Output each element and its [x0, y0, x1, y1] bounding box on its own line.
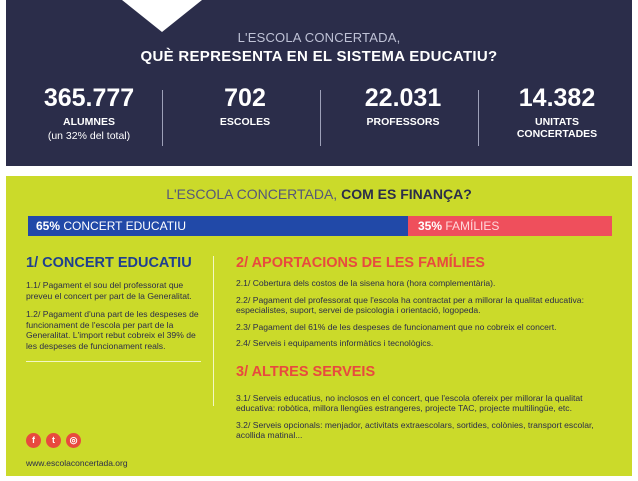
column-divider	[213, 256, 214, 406]
families-heading: 2/ APORTACIONS DE LES FAMÍLIES	[236, 255, 485, 271]
instagram-icon[interactable]: ◎	[66, 433, 81, 448]
banner-title: QUÈ REPRESENTA EN EL SISTEMA EDUCATIU?	[140, 48, 498, 65]
facebook-icon[interactable]: f	[26, 433, 41, 448]
stat-number: 22.031	[364, 84, 442, 112]
families-item-3: 2.3/ Pagament del 61% de les despeses de funcionament que no cobreix el concert.	[236, 321, 557, 332]
divider	[162, 90, 163, 146]
social-links	[26, 433, 81, 448]
concert-heading: 1/ CONCERT EDUCATIU	[26, 255, 192, 271]
services-item-2: 3.2/ Serveis opcionals: menjador, activitats extraescolars, sortides, colònies, transport escolar, acollida matinal...	[236, 419, 594, 440]
stat-units	[482, 84, 632, 140]
banner-subtitle: L'ESCOLA CONCERTADA,	[237, 30, 401, 45]
stat-label: ALUMNES	[63, 116, 115, 128]
stat-note: (un 32% del total)	[47, 130, 131, 142]
stat-number: 14.382	[518, 84, 596, 112]
financing-title-thin: L'ESCOLA CONCERTADA,	[166, 186, 338, 202]
concert-column	[26, 254, 206, 362]
down-arrow-icon	[122, 0, 202, 32]
financing-section	[6, 176, 632, 476]
concert-percent: 65%	[36, 219, 61, 233]
stats-banner	[6, 0, 632, 166]
divider	[26, 361, 201, 362]
stat-number: 702	[224, 84, 266, 112]
families-share-bar	[408, 216, 612, 236]
families-percent: 35%	[418, 219, 443, 233]
families-label: FAMÍLIES	[442, 219, 500, 233]
families-item-4: 2.4/ Serveis i equipaments informàtics i tecnològics.	[236, 338, 434, 348]
concert-item-2: 1.2/ Pagament d'una part de les despeses de funcionament de l'escola per part de la Generalitat. L'import rebut cobreix el 39% de les despeses de funcionament reals.	[26, 309, 199, 351]
divider	[478, 90, 479, 146]
stats-row	[6, 84, 632, 154]
families-item-2: 2.2/ Pagament del professorat que l'escola ha contractat per a millorar la qualitat educativa: especialistes, suport, servei de psicologia i orientació, logopeda.	[236, 294, 584, 315]
services-item-1: 3.1/ Serveis educatius, no inclosos en el concert, que l'escola ofereix per millorar la qualitat educativa: robòtica, millora llengües estrangeres, projecte TAC, projecte multilingüe, etc.	[236, 392, 583, 413]
stat-label-line2: CONCERTADES	[516, 128, 598, 140]
stat-number: 365.777	[43, 84, 135, 112]
financing-bar	[28, 216, 612, 236]
stat-schools	[170, 84, 320, 128]
families-column	[236, 254, 616, 441]
twitter-icon[interactable]: t	[46, 433, 61, 448]
website-link[interactable]: www.escolaconcertada.org	[26, 458, 128, 468]
stat-students	[14, 84, 164, 143]
financing-title-bold: COM ES FINANÇA?	[337, 186, 472, 202]
divider	[320, 90, 321, 146]
stat-label: ESCOLES	[219, 116, 271, 128]
concert-label: CONCERT EDUCATIU	[60, 219, 187, 233]
concert-share-bar	[28, 216, 408, 236]
concert-item-1: 1.1/ Pagament el sou del professorat que preveu el concert per part de la Generalitat.	[26, 280, 192, 301]
services-heading: 3/ ALTRES SERVEIS	[236, 363, 376, 380]
financing-title	[6, 186, 632, 202]
families-item-1: 2.1/ Cobertura dels costos de la sisena hora (hora complementària).	[236, 278, 496, 288]
stat-teachers	[328, 84, 478, 128]
stat-label: UNITATS	[535, 116, 579, 128]
stat-label: PROFESSORS	[366, 116, 440, 128]
